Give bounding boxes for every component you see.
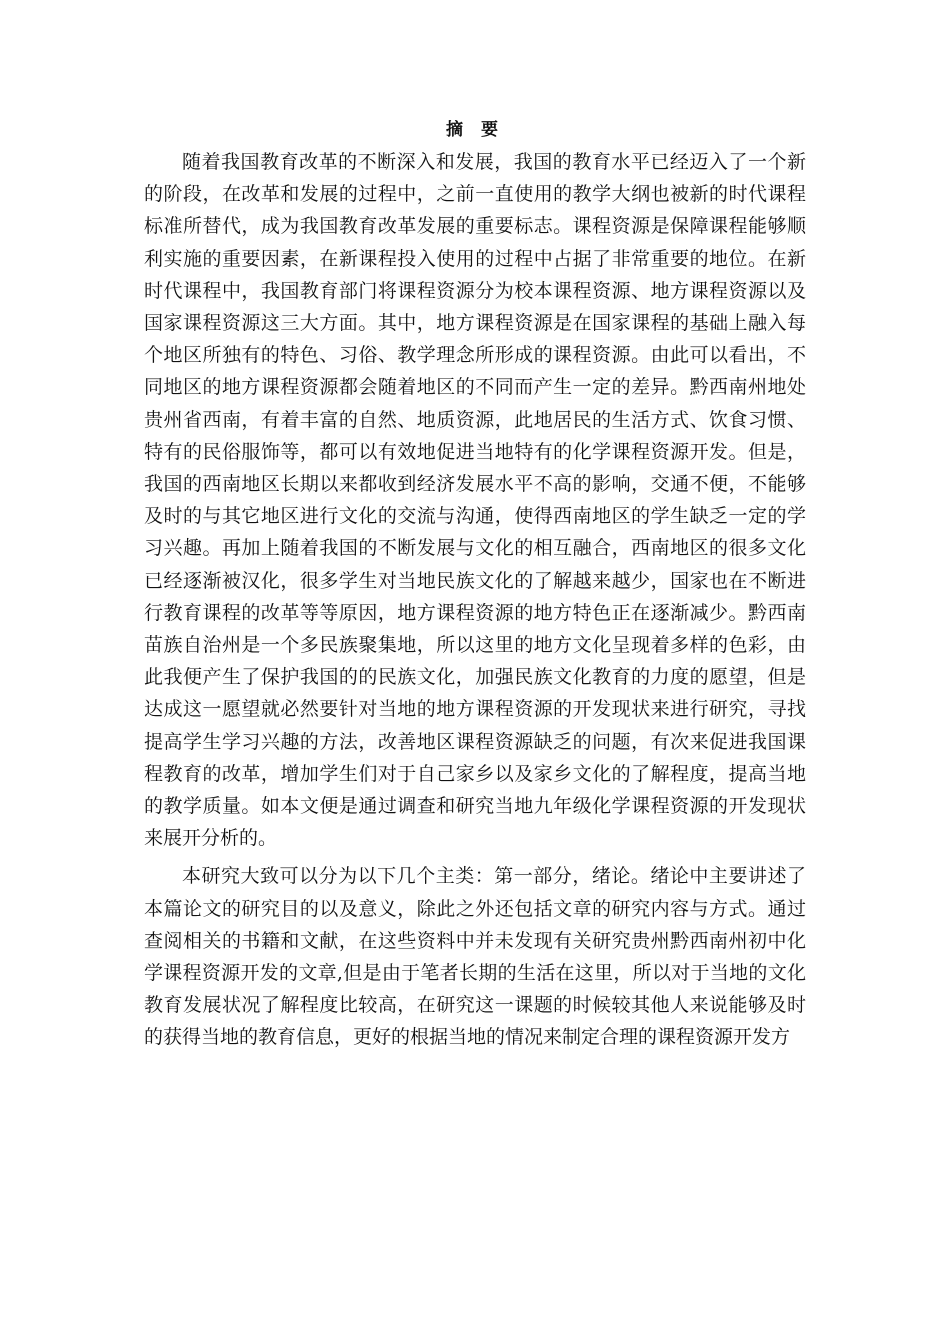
abstract-paragraph-1: 随着我国教育改革的不断深入和发展，我国的教育水平已经迈入了一个新的阶段，在改革和发展的过程中，之前一直使用的教学大纲也被新的时代课程标准所替代，成为我国教育改革发展的重要标志。课程资源是保障课程能够顺利实施的重要因素，在新课程投入使用的过程中占据了非常重要的地位。在新时代课程中，我国教育部门将课程资源分为校本课程资源、地方课程资源以及国家课程资源这三大方面。其中，地方课程资源是在国家课程的基础上融入每个地区所独有的特色、习俗、教学理念所形成的课程资源。由此可以看出，不同地区的地方课程资源都会随着地区的不同而产生一定的差异。黔西南州地处贵州省西南，有着丰富的自然、地质资源，此地居民的生活方式、饮食习惯、特有的民俗服饰等，都可以有效地促进当地特有的化学课程资源开发。但是，我国的西南地区长期以来都收到经济发展水平不高的影响，交通不便，不能够及时的与其它地区进行文化的交流与沟通，使得西南地区的学生缺乏一定的学习兴趣。再加上随着我国的不断发展与文化的相互融合，西南地区的很多文化已经逐渐被汉化，很多学生对当地民族文化的了解越来越少，国家也在不断进行教育课程的改革等等原因，地方课程资源的地方特色正在逐渐减少。黔西南苗族自治州是一个多民族聚集地，所以这里的地方文化呈现着多样的色彩，由此我便产生了保护我国的的民族文化，加强民族文化教育的力度的愿望，但是达成这一愿望就必然要针对当地的地方课程资源的开发现状来进行研究，寻找提高学生学习兴趣的方法，改善地区课程资源缺乏的问题，有次来促进我国课程教育的改革，增加学生们对于自己家乡以及家乡文化的了解程度，提高当地的教学质量。如本文便是通过调查和研究当地九年级化学课程资源的开发现状来展开分析的。	[144, 151, 806, 850]
abstract-body	[144, 146, 806, 1054]
abstract-title: 摘 要	[446, 120, 504, 140]
abstract-paragraph-2: 本研究大致可以分为以下几个主类：第一部分，绪论。绪论中主要讲述了本篇论文的研究目的以及意义，除此之外还包括文章的研究内容与方式。通过查阅相关的书籍和文献，在这些资料中并未发现有关研究贵州黔西南州初中化学课程资源开发的文章,但是由于笔者长期的生活在这里，所以对于当地的文化教育发展状况了解程度比较高，在研究这一课题的时候较其他人来说能够及时的获得当地的教育信息，更好的根据当地的情况来制定合理的课程资源开发方	[144, 865, 806, 1049]
